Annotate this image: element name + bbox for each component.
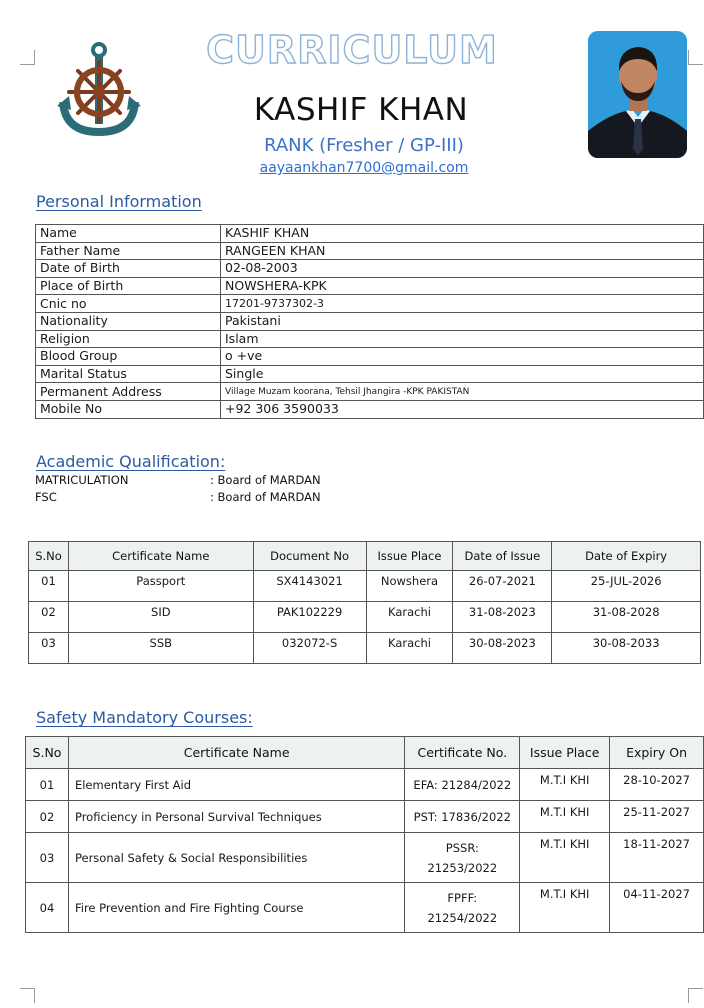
course-expiry: 28-10-2027 — [610, 769, 704, 801]
info-label: Place of Birth — [36, 277, 221, 295]
documents-cell: 25-JUL-2026 — [552, 571, 701, 602]
info-row — [36, 383, 704, 401]
course-name: Elementary First Aid — [68, 769, 404, 801]
corner-mark-bottom-left — [20, 988, 35, 1003]
documents-cell: PAK102229 — [253, 602, 366, 633]
info-value: RANGEEN KHAN — [221, 242, 704, 260]
courses-heading: Safety Mandatory Courses: — [36, 708, 253, 727]
info-row — [36, 277, 704, 295]
course-cert-line: 21254/2022 — [427, 910, 498, 925]
documents-header-cell: Date of Issue — [453, 542, 552, 571]
documents-cell: Nowshera — [366, 571, 453, 602]
documents-cell: 30-08-2023 — [453, 633, 552, 664]
course-cert-line: FPFF: — [447, 890, 478, 905]
course-cert-line: PST: 17836/2022 — [413, 809, 511, 824]
email-link[interactable]: aayaankhan7700@gmail.com — [259, 160, 469, 176]
documents-cell: SSB — [68, 633, 253, 664]
course-sno: 01 — [26, 769, 69, 801]
course-name: Fire Prevention and Fire Fighting Course — [68, 883, 404, 933]
info-row — [36, 312, 704, 330]
course-name: Personal Safety & Social Responsibilities — [68, 833, 404, 883]
info-row — [36, 400, 704, 418]
documents-cell: Karachi — [366, 633, 453, 664]
info-label: Permanent Address — [36, 383, 221, 401]
info-row — [36, 295, 704, 313]
course-cert-no — [405, 769, 520, 801]
course-cert-line: EFA: 21284/2022 — [413, 777, 512, 792]
info-value: Single — [221, 365, 704, 383]
documents-cell: 02 — [29, 602, 69, 633]
info-label: Nationality — [36, 312, 221, 330]
qualification-level: FSC — [35, 490, 57, 504]
qualification-level: MATRICULATION — [35, 473, 129, 487]
info-row — [36, 348, 704, 366]
table-row — [26, 883, 704, 933]
documents-cell: 31-08-2028 — [552, 602, 701, 633]
info-value: Islam — [221, 330, 704, 348]
table-row — [26, 833, 704, 883]
course-expiry: 18-11-2027 — [610, 833, 704, 883]
info-row — [36, 365, 704, 383]
info-value: 02-08-2003 — [221, 260, 704, 278]
info-value: Pakistani — [221, 312, 704, 330]
info-value: +92 306 3590033 — [221, 400, 704, 418]
course-cert-line: PSSR: — [445, 840, 479, 855]
candidate-rank: RANK (Fresher / GP-III) — [264, 135, 464, 156]
candidate-name: KASHIF KHAN — [253, 92, 469, 128]
documents-cell: Passport — [68, 571, 253, 602]
info-value: KASHIF KHAN — [221, 225, 704, 243]
course-cert-no — [405, 801, 520, 833]
documents-cell: 01 — [29, 571, 69, 602]
course-expiry: 25-11-2027 — [610, 801, 704, 833]
course-issue-place: M.T.I KHI — [520, 769, 610, 801]
documents-cell: 032072-S — [253, 633, 366, 664]
course-sno: 03 — [26, 833, 69, 883]
academic-heading: Academic Qualification: — [36, 452, 226, 471]
info-label: Blood Group — [36, 348, 221, 366]
info-label: Name — [36, 225, 221, 243]
course-sno: 04 — [26, 883, 69, 933]
info-row — [36, 225, 704, 243]
profile-photo — [588, 31, 687, 158]
info-value: NOWSHERA-KPK — [221, 277, 704, 295]
qualification-board: : Board of MARDAN — [210, 473, 321, 487]
documents-cell: 31-08-2023 — [453, 602, 552, 633]
table-row — [26, 769, 704, 801]
course-issue-place: M.T.I KHI — [520, 883, 610, 933]
documents-header-cell: Issue Place — [366, 542, 453, 571]
documents-cell: SX4143021 — [253, 571, 366, 602]
documents-cell: SID — [68, 602, 253, 633]
info-row — [36, 260, 704, 278]
personal-info-table — [35, 224, 704, 419]
courses-header-cell: Certificate Name — [68, 737, 404, 769]
cv-title: CURRICULUM — [206, 28, 498, 72]
documents-header-cell: Date of Expiry — [552, 542, 701, 571]
documents-header-cell: S.No — [29, 542, 69, 571]
course-name: Proficiency in Personal Survival Techniques — [68, 801, 404, 833]
course-issue-place: M.T.I KHI — [520, 833, 610, 883]
personal-info-heading: Personal Information — [36, 192, 202, 211]
info-label: Father Name — [36, 242, 221, 260]
courses-header-cell: S.No — [26, 737, 69, 769]
documents-cell: Karachi — [366, 602, 453, 633]
course-cert-no — [405, 883, 520, 933]
table-row — [29, 571, 701, 602]
info-value: 17201-9737302-3 — [221, 295, 704, 313]
course-expiry: 04-11-2027 — [610, 883, 704, 933]
documents-cell: 30-08-2033 — [552, 633, 701, 664]
info-label: Marital Status — [36, 365, 221, 383]
info-row — [36, 242, 704, 260]
courses-header-cell: Issue Place — [520, 737, 610, 769]
documents-table — [28, 541, 701, 664]
info-label: Date of Birth — [36, 260, 221, 278]
table-row — [26, 801, 704, 833]
info-row — [36, 330, 704, 348]
documents-header-cell: Certificate Name — [68, 542, 253, 571]
documents-cell: 26-07-2021 — [453, 571, 552, 602]
info-label: Mobile No — [36, 400, 221, 418]
info-label: Religion — [36, 330, 221, 348]
courses-header-cell: Certificate No. — [405, 737, 520, 769]
course-cert-line: 21253/2022 — [427, 860, 498, 875]
documents-cell: 03 — [29, 633, 69, 664]
courses-header-cell: Expiry On — [610, 737, 704, 769]
course-cert-no — [405, 833, 520, 883]
qualification-board: : Board of MARDAN — [210, 490, 321, 504]
table-row — [29, 633, 701, 664]
table-row — [29, 602, 701, 633]
course-issue-place: M.T.I KHI — [520, 801, 610, 833]
info-value: Village Muzam koorana, Tehsil Jhangira -KPK PAKISTAN — [221, 383, 704, 401]
documents-header-cell: Document No — [253, 542, 366, 571]
course-sno: 02 — [26, 801, 69, 833]
info-value: o +ve — [221, 348, 704, 366]
courses-table — [25, 736, 704, 933]
corner-mark-bottom-right — [688, 988, 703, 1003]
info-label: Cnic no — [36, 295, 221, 313]
